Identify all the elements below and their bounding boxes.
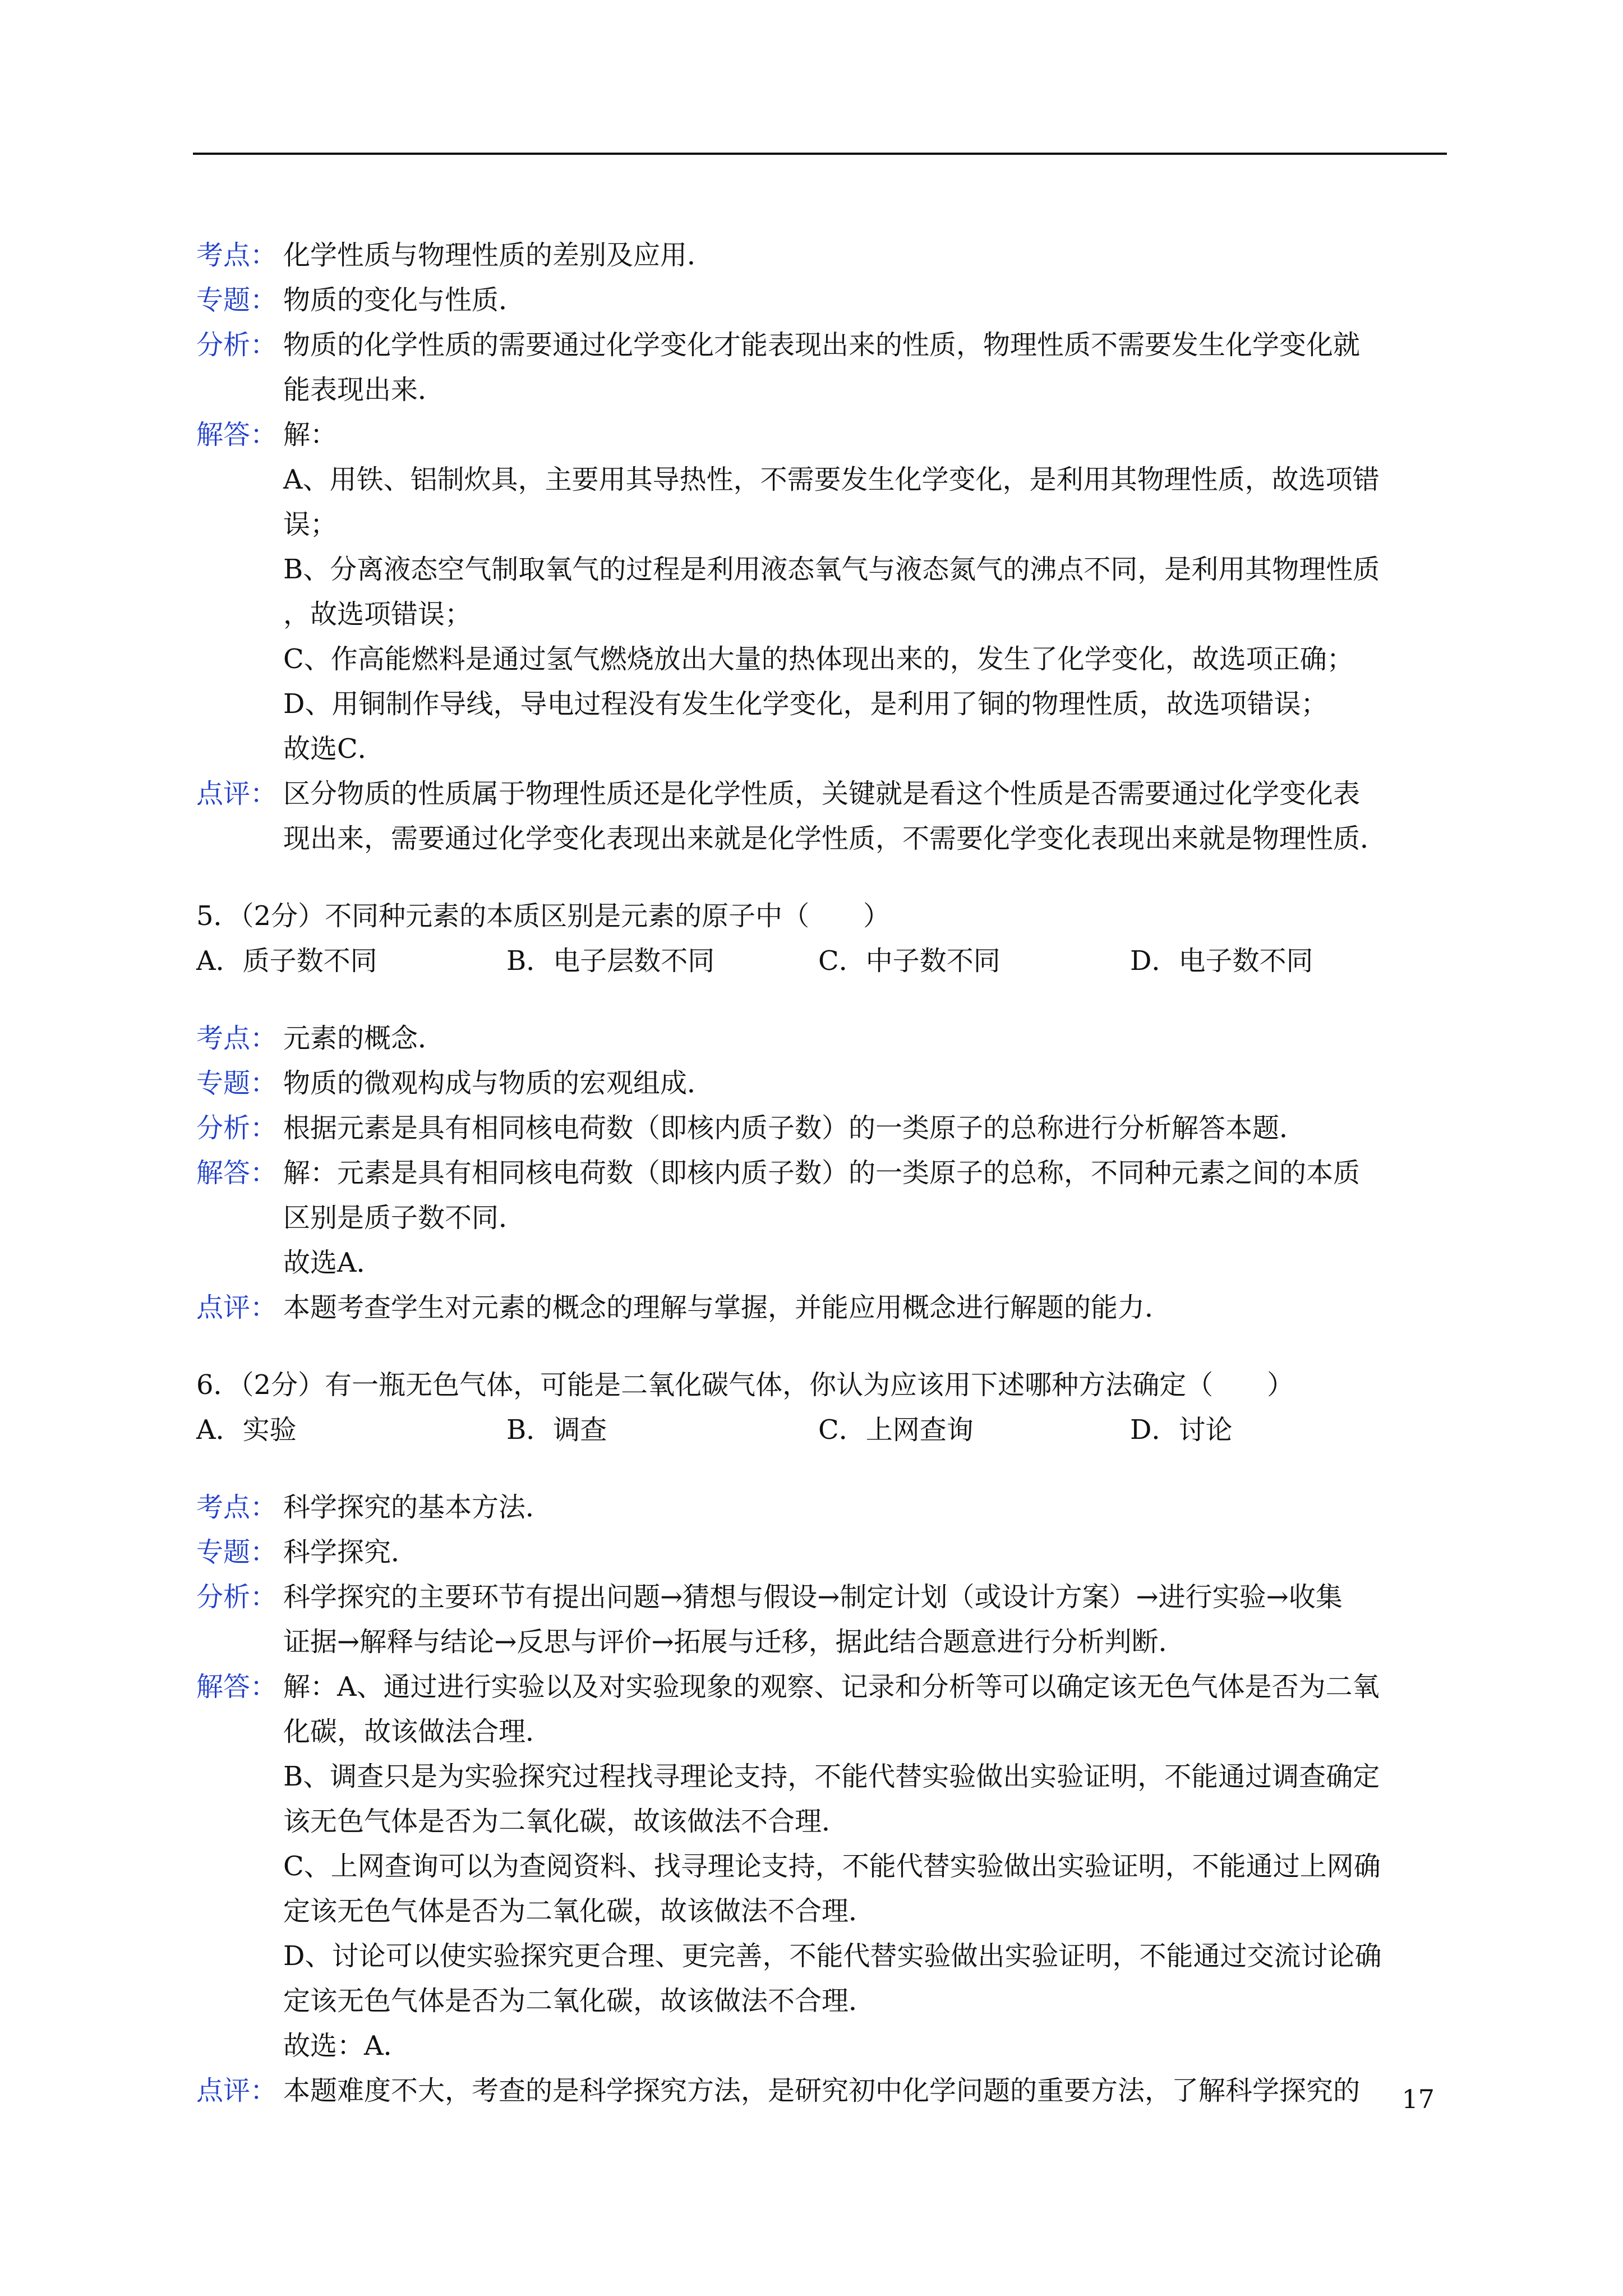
jieda-line: C、上网查询可以为查阅资料、找寻理论支持，不能代替实验做出实验证明，不能通过上网确: [283, 1851, 1381, 1882]
zhuanti-label: 专题：: [196, 1068, 278, 1099]
option-d: D．讨论: [1130, 1414, 1233, 1446]
jieda-line: D、用铜制作导线，导电过程没有发生化学变化，是利用了铜的物理性质，故选项错误；: [283, 688, 1328, 720]
zhuanti-label: 专题：: [196, 284, 278, 316]
kaodian-label: 考点：: [196, 1492, 278, 1523]
jieda-line: ，故选项错误；: [283, 599, 472, 630]
fenxi-row: [196, 1575, 1453, 1664]
jieda-row: [196, 1664, 1453, 2068]
zhuanti-text: 科学探究．: [283, 1536, 418, 1568]
jieda-row: [196, 412, 1453, 771]
zhuanti-row: [196, 278, 1453, 323]
option-a: A．质子数不同: [196, 945, 377, 977]
jieda-label: 解答：: [196, 419, 278, 450]
jieda-line: 定该无色气体是否为二氧化碳，故该做法不合理．: [283, 1895, 876, 1927]
dianping-text: 本题难度不大，考查的是科学探究方法，是研究初中化学问题的重要方法，了解科学探究的: [283, 2075, 1361, 2106]
jieda-label: 解答：: [196, 1671, 278, 1703]
jieda-line: 该无色气体是否为二氧化碳，故该做法不合理．: [283, 1806, 849, 1837]
zhuanti-row: [196, 1061, 1453, 1106]
kaodian-label: 考点：: [196, 240, 278, 271]
jieda-line: B、调查只是为实验探究过程找寻理论支持，不能代替实验做出实验证明，不能通过调查确定: [283, 1761, 1380, 1792]
dianping-row: [196, 771, 1453, 861]
kaodian-row: [196, 1485, 1453, 1530]
kaodian-text: 科学探究的基本方法．: [283, 1492, 553, 1523]
kaodian-row: [196, 1016, 1453, 1061]
jieda-row: [196, 1151, 1453, 1285]
jieda-line: 化碳，故该做法合理．: [283, 1716, 553, 1747]
jieda-line: C、作高能燃料是通过氢气燃烧放出大量的热体现出来的，发生了化学变化，故选项正确；: [283, 643, 1354, 675]
jieda-line: 故选C．: [283, 733, 385, 765]
option-a: A．实验: [196, 1414, 297, 1446]
question-5-options: [196, 938, 1453, 983]
page-number: 17: [1401, 2084, 1435, 2114]
fenxi-line: 科学探究的主要环节有提出问题→猜想与假设→制定计划（或设计方案）→进行实验→收集: [283, 1581, 1343, 1613]
dianping-line: 区分物质的性质属于物理性质还是化学性质，关键就是看这个性质是否需要通过化学变化表: [283, 778, 1361, 809]
jieda-line: 区别是质子数不同．: [283, 1202, 526, 1234]
dianping-label: 点评：: [196, 1292, 278, 1323]
jieda-line: 解：元素是具有相同核电荷数（即核内质子数）的一类原子的总称，不同种元素之间的本质: [283, 1157, 1361, 1189]
jieda-line: 故选：A．: [283, 2030, 411, 2062]
zhuanti-text: 物质的微观构成与物质的宏观组成．: [283, 1068, 714, 1099]
fenxi-label: 分析：: [196, 329, 278, 361]
option-b: B．调查: [506, 1414, 607, 1446]
jieda-line: 故选A．: [283, 1247, 384, 1278]
kaodian-row: [196, 233, 1453, 278]
dianping-label: 点评：: [196, 778, 278, 809]
fenxi-line: 能表现出来．: [283, 374, 445, 406]
fenxi-line: 证据→解释与结论→反思与评价→拓展与迁移，据此结合题意进行分析判断．: [283, 1626, 1186, 1658]
fenxi-text: 根据元素是具有相同核电荷数（即核内质子数）的一类原子的总称进行分析解答本题．: [283, 1112, 1307, 1144]
fenxi-label: 分析：: [196, 1112, 278, 1144]
kaodian-label: 考点：: [196, 1023, 278, 1054]
jieda-line: D、讨论可以使实验探究更合理、更完善，不能代替实验做出实验证明，不能通过交流讨论确: [283, 1940, 1382, 1972]
dianping-row: [196, 2068, 1453, 2113]
zhuanti-text: 物质的变化与性质．: [283, 284, 526, 316]
question-6-stem: 6．（2分）有一瓶无色气体，可能是二氧化碳气体，你认为应该用下述哪种方法确定（ ）: [196, 1369, 1294, 1401]
jieda-line: 误；: [283, 509, 338, 540]
jieda-line: A、用铁、铝制炊具，主要用其导热性，不需要发生化学变化，是利用其物理性质，故选项错: [283, 464, 1380, 495]
kaodian-text: 元素的概念．: [283, 1023, 445, 1054]
dianping-line: 现出来，需要通过化学变化表现出来就是化学性质，不需要化学变化表现出来就是物理性质．: [283, 823, 1387, 854]
option-c: C．上网查询: [818, 1414, 974, 1446]
jieda-line: 定该无色气体是否为二氧化碳，故该做法不合理．: [283, 1985, 876, 2017]
jieda-line: 解：: [283, 419, 338, 450]
option-b: B．电子层数不同: [506, 945, 715, 977]
fenxi-row: [196, 323, 1453, 412]
jieda-line: B、分离液态空气制取氧气的过程是利用液态氧气与液态氮气的沸点不同，是利用其物理性质: [283, 554, 1380, 585]
dianping-text: 本题考查学生对元素的概念的理解与掌握，并能应用概念进行解题的能力．: [283, 1292, 1172, 1323]
jieda-line: 解：A、通过进行实验以及对实验现象的观察、记录和分析等可以确定该无色气体是否为二氧: [283, 1671, 1380, 1703]
option-c: C．中子数不同: [818, 945, 1000, 977]
fenxi-line: 物质的化学性质的需要通过化学变化才能表现出来的性质，物理性质不需要发生化学变化就: [283, 329, 1361, 361]
header-rule: [193, 153, 1447, 155]
fenxi-row: [196, 1106, 1453, 1151]
page-content: [196, 233, 1453, 2113]
kaodian-text: 化学性质与物理性质的差别及应用．: [283, 240, 714, 271]
question-6-options: [196, 1407, 1453, 1452]
fenxi-label: 分析：: [196, 1581, 278, 1613]
question-5-stem: 5．（2分）不同种元素的本质区别是元素的原子中（ ）: [196, 900, 891, 932]
zhuanti-row: [196, 1530, 1453, 1575]
zhuanti-label: 专题：: [196, 1536, 278, 1568]
jieda-label: 解答：: [196, 1157, 278, 1189]
option-d: D．电子数不同: [1130, 945, 1313, 977]
dianping-label: 点评：: [196, 2075, 278, 2106]
dianping-row: [196, 1285, 1453, 1330]
